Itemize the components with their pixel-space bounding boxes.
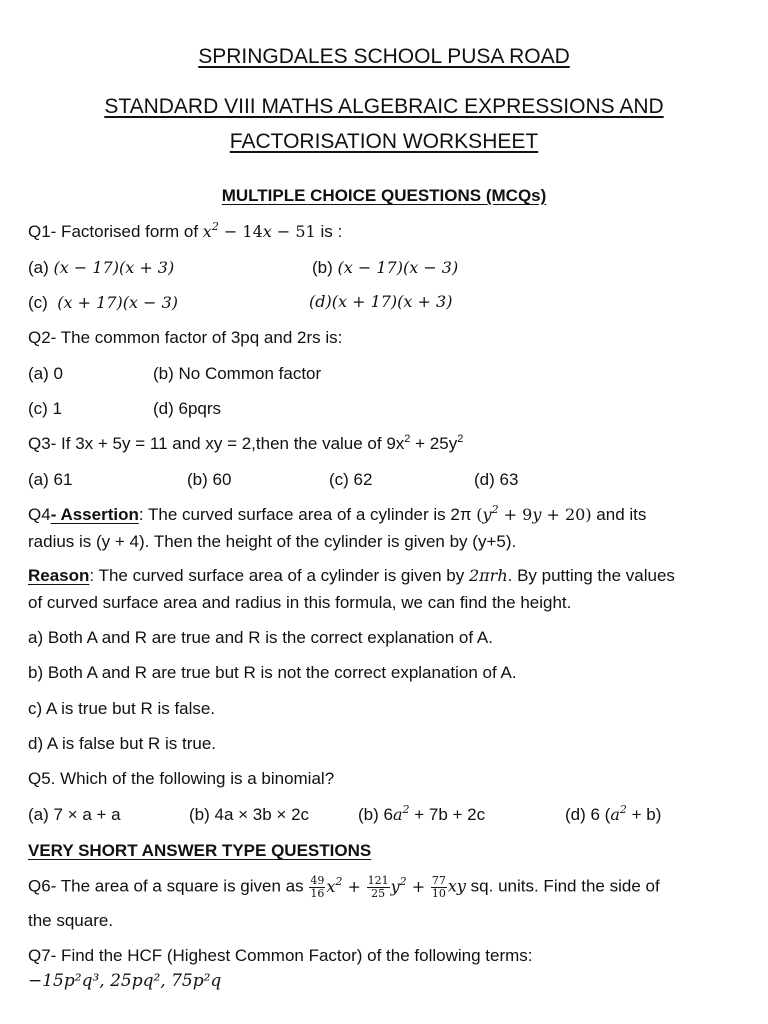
- q1-prefix: Q1- Factorised form of: [28, 222, 203, 241]
- q6-fraction-2: [367, 875, 390, 899]
- q4-line1-text: : The curved surface area of a cylinder is 2π: [138, 505, 477, 524]
- q2-option-d: (d) 6pqrs: [153, 399, 222, 418]
- q4-option-c: c) A is true but R is false.: [28, 699, 216, 718]
- q5-c-pre: (b) 6: [358, 805, 393, 824]
- q6-suffix: sq. units. Find the side of: [465, 876, 660, 896]
- q4-reason-line1: [28, 567, 675, 584]
- q6-f3-den: 10: [431, 886, 446, 900]
- q6-f1-den: 16: [310, 886, 325, 900]
- q4-line1-end: and its: [591, 505, 647, 524]
- q6-question-line2: the square.: [28, 911, 114, 930]
- q5-d-post: + b): [626, 805, 662, 824]
- q2-option-b: (b) No Common factor: [153, 364, 322, 383]
- q6-f3-num: 77: [431, 874, 446, 887]
- q1-c-value: (x + 17)(x − 3): [57, 293, 178, 312]
- q6-f2-den: 25: [371, 886, 386, 900]
- q1-c-label: (c): [28, 293, 48, 312]
- q4-option-b: b) Both A and R are true but R is not the correct explanation of A.: [28, 663, 517, 682]
- q4-reason-text: : The curved surface area of a cylinder is given by: [89, 566, 469, 585]
- q5-d-pre: (d) 6 (: [565, 805, 611, 824]
- q6-prefix: Q6- The area of a square is given as: [28, 876, 309, 896]
- q3-option-b: (b) 60: [187, 470, 232, 489]
- q6-f1-num: 49: [310, 874, 325, 887]
- q3-option-c: (c) 62: [329, 470, 373, 489]
- q5-option-a: (a) 7 × a + a: [28, 805, 121, 824]
- q6-term-2: $y^2$ +: [390, 874, 426, 896]
- q6-f2-num: 121: [367, 874, 389, 887]
- q6-term-3: xy: [447, 876, 466, 896]
- q5-c-post: + 7b + 2c: [409, 805, 486, 824]
- worksheet-title-line1: STANDARD VIII MATHS ALGEBRAIC EXPRESSIONS AND: [104, 95, 664, 118]
- q3-option-a: (a) 61: [28, 470, 73, 489]
- q1-suffix: is :: [315, 222, 343, 241]
- q5-option-b: (b) 4a × 3b × 2c: [189, 805, 310, 824]
- q4-reason-formula: 2πrh: [468, 566, 508, 585]
- q1-b-value: (x − 17)(x − 3): [337, 258, 459, 277]
- worksheet-title-line2: FACTORISATION WORKSHEET: [229, 130, 539, 153]
- q5-c-term: $a^2$: [392, 803, 410, 824]
- q5-option-d: [565, 803, 662, 824]
- mcq-section-heading: MULTIPLE CHOICE QUESTIONS (MCQs): [221, 186, 547, 205]
- q4-assertion-label: - Assertion: [50, 505, 139, 524]
- q4-assertion-line2: radius is (y + 4). Then the height of the cylinder is given by (y+5).: [28, 532, 517, 551]
- q3-text-start: Q3- If 3x + 5y = 11 and xy = 2,then the value of 9x: [28, 434, 405, 453]
- q2-question: Q2- The common factor of 3pq and 2rs is:: [28, 328, 343, 347]
- q1-option-c: [28, 294, 178, 311]
- q4-number: Q4: [28, 505, 51, 524]
- q6-term-1: $x^2$ +: [326, 874, 361, 896]
- q3-option-d: (d) 63: [474, 470, 519, 489]
- q6-fraction-3: [431, 875, 447, 899]
- q6-fraction-1: [309, 875, 325, 899]
- q1-expression: $x^2 - 14x - 51$: [202, 220, 316, 241]
- q1-question: [28, 220, 343, 241]
- q1-a-label: (a): [28, 258, 49, 277]
- school-name: SPRINGDALES SCHOOL PUSA ROAD: [198, 45, 570, 68]
- q1-option-a: [28, 259, 174, 276]
- q4-reason-line2: of curved surface area and radius in this formula, we can find the height.: [28, 593, 572, 612]
- q4-reason-label: Reason: [28, 566, 90, 585]
- q4-assertion-line1: [28, 503, 647, 524]
- q7-terms: −15p²q³, 25pq², 75p²q: [28, 971, 222, 991]
- vsa-section-heading: VERY SHORT ANSWER TYPE QUESTIONS: [28, 841, 372, 860]
- q1-b-label: (b): [312, 258, 333, 277]
- q3-text-mid: + 25y: [410, 434, 458, 453]
- q4-option-a: a) Both A and R are true and R is the correct explanation of A.: [28, 628, 493, 647]
- q2-option-a: (a) 0: [28, 364, 63, 383]
- q5-question: Q5. Which of the following is a binomial?: [28, 769, 335, 788]
- q1-option-b: [312, 259, 458, 276]
- q4-option-d: d) A is false but R is true.: [28, 734, 217, 753]
- q4-expression: $(y^2 + 9y + 20)$: [476, 503, 592, 524]
- q2-option-c: (c) 1: [28, 399, 62, 418]
- q5-option-c: [358, 803, 486, 824]
- q7-question: Q7- Find the HCF (Highest Common Factor) of the following terms:: [28, 946, 533, 965]
- q4-reason-end: . By putting the values: [507, 566, 675, 585]
- q1-a-value: (x − 17)(x + 3): [53, 258, 175, 277]
- q5-d-term: $a^2$: [610, 803, 627, 824]
- q1-option-d: (d)(x + 17)(x + 3): [309, 292, 453, 311]
- q6-question-line1: [28, 875, 660, 899]
- q3-question: Q3- If 3x + 5y = 11 and xy = 2,then the value of $9x^2 + 25y^2$: [28, 433, 464, 453]
